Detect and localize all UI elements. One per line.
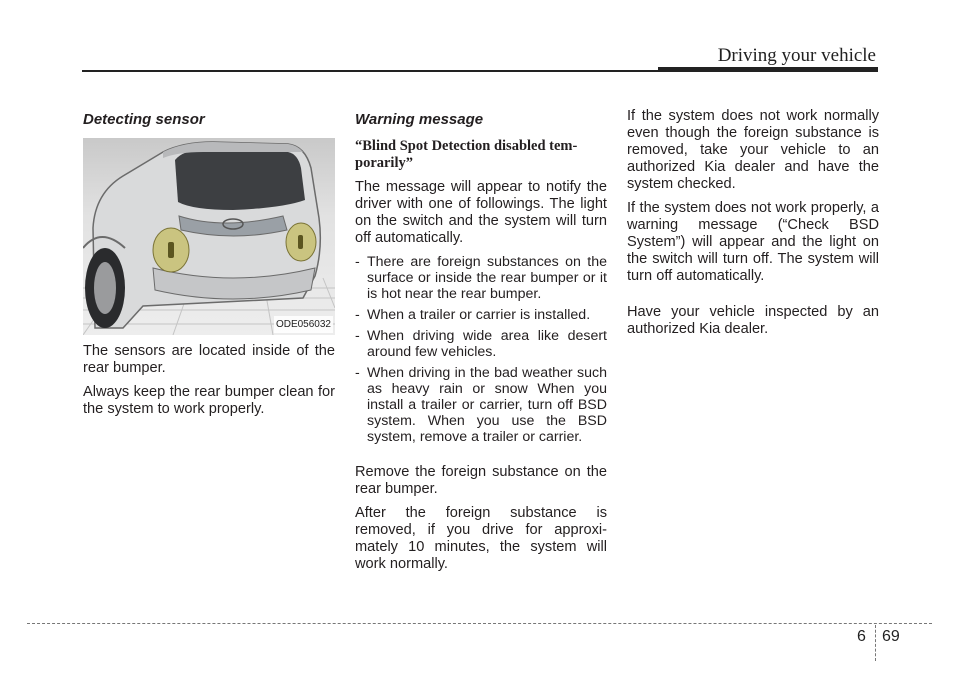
chapter-number: 6 (857, 628, 866, 645)
column-1 (83, 108, 335, 425)
page-number-divider (875, 625, 876, 661)
paragraph: The sensors are located inside of the rear bumper. (83, 343, 335, 376)
condition-list (355, 254, 607, 445)
list-item: - There are foreign substances on the surface or inside the rear bumper or it is hot near the rear bumper. (355, 254, 607, 302)
paragraph: After the foreign substance is removed, if you drive for approxi-mately 10 minutes, the system will work normally. (355, 505, 607, 572)
header-rule-accent (658, 67, 878, 72)
paragraph: Always keep the rear bumper clean for the system to work properly. (83, 384, 335, 417)
car-rear-sensor-illustration (83, 138, 335, 335)
column-3 (627, 108, 879, 345)
running-header: Driving your vehicle (717, 45, 876, 66)
list-item: - When driving in the bad weather such as heavy rain or snow When you install a trailer or carrier, turn off BSD system. When you use the BSD system, remove a trailer or carrier. (355, 365, 607, 445)
list-item: - When driving wide area like desert around few vehicles. (355, 328, 607, 360)
list-item-text: There are foreign substances on the surface or inside the rear bumper or it is hot near the rear bumper. (367, 254, 607, 302)
warning-quote: “Blind Spot Detection disabled tem-porarily” (355, 138, 578, 171)
page-number: 69 (882, 628, 900, 645)
list-item: - When a trailer or carrier is installed. (355, 307, 591, 323)
list-item-text: When driving wide area like desert around few vehicles. (367, 328, 607, 360)
paragraph: Have your vehicle inspected by an authorized Kia dealer. (627, 304, 879, 337)
car-illustration-svg (83, 138, 335, 335)
section-heading-warning-message: Warning message (355, 111, 484, 128)
paragraph: Remove the foreign substance on the rear bumper. (355, 464, 607, 497)
paragraph: If the system does not work normally even though the foreign substance is removed, take your vehicle to an authorized Kia dealer and have the system checked. (627, 108, 879, 192)
paragraph: If the system does not work properly, a warning message (“Check BSD System”) will appear and the light on the switch will turn off. The system will turn off automatically. (627, 200, 879, 284)
list-item-text: When driving in the bad weather such as heavy rain or snow When you install a trailer or carrier, turn off BSD system. When you use the BSD system, remove a trailer or carrier. (367, 365, 607, 445)
figure-caption: ODE056032 (274, 316, 333, 333)
column-2 (355, 108, 607, 580)
section-heading-detecting-sensor: Detecting sensor (83, 111, 205, 128)
paragraph: The message will appear to notify the driver with one of followings. The light on the switch and the system will turn off automatically. (355, 179, 607, 246)
footer-rule (27, 623, 932, 624)
list-item-text: When a trailer or carrier is installed. (367, 307, 591, 323)
